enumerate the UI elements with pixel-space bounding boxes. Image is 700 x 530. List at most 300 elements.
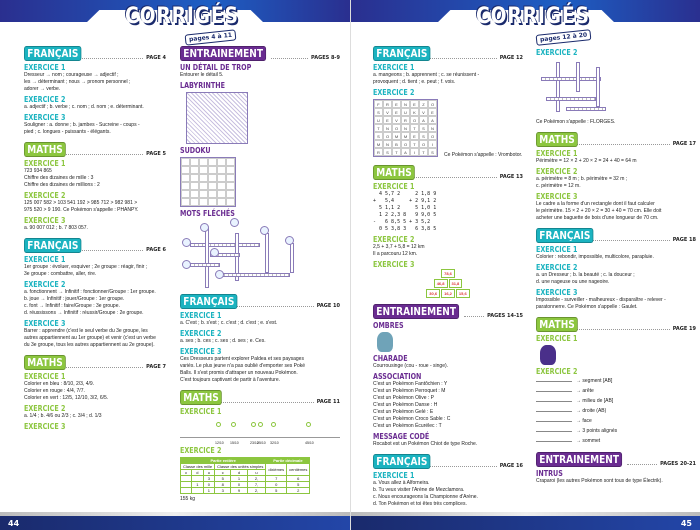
crossword-cells bbox=[596, 67, 600, 107]
tick-label: 45/10 bbox=[305, 441, 314, 445]
exercise-heading: EXERCICE 1 bbox=[536, 149, 578, 158]
wordsearch-cell: O bbox=[428, 100, 437, 108]
exercise-heading: LABYRINTHE bbox=[180, 81, 225, 90]
page-reference: PAGES 20-21 bbox=[660, 461, 696, 467]
answer-text: d. réussissons → Infinitif : réussir/Groupe : 2e groupe. bbox=[24, 310, 144, 316]
page-title: CORRIGÉS bbox=[125, 4, 239, 29]
table-header: c bbox=[181, 470, 192, 476]
wordsearch-cell: S bbox=[428, 148, 437, 156]
section-header bbox=[24, 46, 166, 61]
exercise-heading: UN DÉTAIL DE TROP bbox=[180, 63, 252, 72]
wordsearch-cell: Z bbox=[419, 100, 428, 108]
wordsearch-cell: K bbox=[410, 108, 419, 116]
geometry-item bbox=[536, 416, 696, 426]
wordsearch-cell: N bbox=[401, 100, 410, 108]
answer-text: C'est un Pokémon Danse : H bbox=[373, 402, 438, 408]
answer-text: Courrousinge (cou - roue - singe). bbox=[373, 363, 449, 369]
wordsearch-cell: N bbox=[383, 124, 392, 132]
section-header bbox=[536, 452, 696, 467]
leader-dots bbox=[236, 306, 313, 307]
table-header: u bbox=[203, 470, 215, 476]
section-francais bbox=[536, 48, 696, 126]
sudoku-cell bbox=[181, 174, 190, 182]
wordsearch-cell: R bbox=[401, 116, 410, 124]
sudoku-cell bbox=[226, 166, 235, 174]
answer-text: 1er groupe : évoluer, esquiver ; 2e groupe : réagir, finir ; bbox=[24, 264, 148, 270]
crossword-cells bbox=[205, 228, 209, 288]
tick-label: 12/10 bbox=[215, 441, 224, 445]
exercise-heading: EXERCICE 1 bbox=[180, 311, 222, 320]
wordsearch-cell: M bbox=[401, 132, 410, 140]
section-maths bbox=[180, 390, 340, 503]
crossword-figure bbox=[180, 218, 340, 288]
leader-dots bbox=[217, 402, 313, 403]
page-number: 45 bbox=[680, 519, 692, 528]
exercise-heading: OMBRES bbox=[373, 321, 404, 330]
answer-text: Barrer : apprendre (c'est le seul verbe du 3e groupe, les bbox=[24, 328, 148, 334]
answer-text: du 3e groupe, tous les autres appartiennent au 2e groupe). bbox=[24, 342, 155, 348]
pyramid-cell: 30,6 bbox=[426, 289, 440, 298]
page-reference: PAGE 5 bbox=[146, 151, 166, 157]
exercise-heading: EXERCICE 2 bbox=[180, 329, 222, 338]
wordsearch-cell: E bbox=[428, 108, 437, 116]
leader-dots bbox=[61, 367, 143, 368]
leader-dots bbox=[627, 464, 657, 465]
exercise-heading: EXERCICE 3 bbox=[24, 319, 66, 328]
answer-text: b. joue → Infinitif : jouer/Groupe : 1er groupe. bbox=[24, 296, 125, 302]
pokemon-icon bbox=[215, 270, 224, 279]
table-cell: 0 bbox=[203, 482, 215, 488]
section-francais bbox=[24, 46, 166, 136]
leader-dots bbox=[464, 316, 484, 317]
pyramid bbox=[373, 269, 523, 298]
section-header bbox=[536, 132, 696, 147]
calculation-line: - 6 8,5 5 + 3 5,2 bbox=[373, 219, 431, 225]
table-cell: 9 bbox=[231, 488, 247, 494]
table-cell: 0 bbox=[231, 482, 247, 488]
section-maths bbox=[536, 132, 696, 222]
wordsearch-cell: E bbox=[392, 108, 401, 116]
section-header bbox=[536, 317, 696, 332]
pokemon-icon bbox=[230, 218, 239, 227]
exercise-heading: EXERCICE 2 bbox=[24, 95, 66, 104]
answer-text: c. Nous encourageons la Championne d'Arène. bbox=[373, 494, 478, 500]
page-reference: PAGE 19 bbox=[672, 326, 696, 332]
answer-text: a. mangeons ; b. apprennent ; c. se réunissent - bbox=[373, 72, 480, 78]
table-cell bbox=[181, 488, 192, 494]
exercise-heading: EXERCICE 2 bbox=[24, 404, 66, 413]
exercise-heading: EXERCICE 1 bbox=[373, 471, 415, 480]
calculation-line: 5 1,1 2 5 1,0 1 bbox=[373, 205, 437, 211]
table-header: u bbox=[247, 470, 266, 476]
sudoku-cell bbox=[217, 174, 226, 182]
exercise-heading: MESSAGE CODÉ bbox=[373, 432, 430, 441]
section-tag: MATHS bbox=[536, 132, 578, 147]
wordsearch-cell: I bbox=[428, 140, 437, 148]
section-francais bbox=[536, 228, 696, 311]
answer-text: Impossible - surveiller - malheureux - disparaître - relever - bbox=[536, 297, 666, 303]
exercise-heading: EXERCICE 3 bbox=[536, 288, 578, 297]
sudoku-cell bbox=[217, 166, 226, 174]
answer-text: variés. Le plus jeune n'a pas oublié d'emporter ses Poké bbox=[180, 363, 306, 369]
leader-dots bbox=[61, 154, 143, 155]
table-cell bbox=[192, 488, 203, 494]
section-header bbox=[180, 294, 340, 309]
answer-text: Ce Pokémon s'appelle : Vrombotor. bbox=[444, 152, 523, 158]
exercise-heading: EXERCICE 3 bbox=[536, 192, 578, 201]
exercise-heading: SUDOKU bbox=[180, 146, 211, 155]
wordsearch-cell: O bbox=[428, 132, 437, 140]
answer-text: acheter une baguette de bois d'une longueur de 70 cm. bbox=[536, 215, 659, 221]
crossword-cells bbox=[190, 243, 260, 247]
wordsearch-row bbox=[373, 97, 523, 159]
point-marker bbox=[216, 422, 221, 427]
sudoku-cell bbox=[181, 190, 190, 198]
page-number: 44 bbox=[8, 519, 20, 528]
page-reference: PAGE 10 bbox=[316, 303, 340, 309]
section-header bbox=[373, 454, 523, 469]
section-entrainement bbox=[536, 452, 696, 485]
exercise-heading: INTRUS bbox=[536, 469, 563, 478]
section-entrainement bbox=[373, 304, 523, 448]
table-header: Partie décimale bbox=[266, 458, 310, 464]
section-header bbox=[24, 355, 166, 370]
sudoku-cell bbox=[208, 166, 217, 174]
answer-text: a. un Dresseur ; b. la beauté ; c. la douceur ; bbox=[536, 272, 635, 278]
answer-text: c. périmètre = 12 m. bbox=[536, 183, 581, 189]
answer-text: Colorier en bleu : 8/10, 2/3, 4/9. bbox=[24, 381, 95, 387]
sudoku-cell bbox=[208, 158, 217, 166]
pokemon-icon bbox=[182, 238, 191, 247]
answer-text: a. ses ; b. ces ; c. ses ; d. ses ; e. Ces. bbox=[180, 338, 266, 344]
section-maths bbox=[536, 317, 696, 446]
wordsearch-cell: S bbox=[374, 132, 383, 140]
geometry-label: → arête bbox=[576, 387, 594, 394]
answer-text: Ces Dresseurs partent explorer Paldea et ses paysages bbox=[180, 356, 304, 362]
exercise-heading: EXERCICE 1 bbox=[180, 407, 222, 416]
table-cell: 5 bbox=[266, 488, 287, 494]
calculation-line: + 5,4 + 2 9,1 2 bbox=[373, 198, 437, 204]
wordsearch-cell: T bbox=[419, 148, 428, 156]
left-column-2 bbox=[180, 46, 340, 509]
sudoku-cell bbox=[217, 190, 226, 198]
crossword-cells bbox=[541, 77, 601, 81]
table-header: dixièmes bbox=[266, 464, 287, 476]
page-reference: PAGE 6 bbox=[146, 247, 166, 253]
section-tag: FRANÇAIS bbox=[373, 454, 431, 469]
answer-text: c. font → Infinitif : faire/Groupe : 3e groupe. bbox=[24, 303, 120, 309]
answer-text: a. C'est ; b. s'est ; c. c'est ; d. c'est ; e. s'est. bbox=[180, 320, 278, 326]
answer-text: Périmètre = 12 × 2 + 20 × 2 = 24 + 40 = 64 m bbox=[536, 158, 637, 164]
section-tag: MATHS bbox=[180, 390, 222, 405]
exercise-heading: MOTS FLÉCHÉS bbox=[180, 209, 235, 218]
point-marker bbox=[231, 422, 236, 427]
sudoku-cell bbox=[199, 158, 208, 166]
answer-text: Colorier en rouge : 4/4, 7/7. bbox=[24, 388, 85, 394]
sudoku-cell bbox=[199, 198, 208, 206]
table-row bbox=[181, 488, 310, 494]
section-maths bbox=[24, 142, 166, 232]
section-tag: MATHS bbox=[373, 165, 415, 180]
exercise-heading: EXERCICE 1 bbox=[536, 334, 578, 343]
table-header: Classe des unités simples bbox=[215, 464, 266, 470]
crossword-cells bbox=[265, 233, 269, 273]
sudoku-cell bbox=[217, 158, 226, 166]
sudoku-cell bbox=[208, 198, 217, 206]
wordsearch-cell: S bbox=[383, 148, 392, 156]
section-tag: FRANÇAIS bbox=[536, 228, 594, 243]
answer-text: 155 kg bbox=[180, 496, 196, 502]
answer-text: Souligner : a. donne ; b. jambes - Sucreine - coups - bbox=[24, 122, 140, 128]
geometry-figure bbox=[536, 411, 572, 412]
answer-text: pied ; c. longues - puissants - élégants. bbox=[24, 129, 111, 135]
sudoku-cell bbox=[181, 158, 190, 166]
calculation-line: 0 5 3,8 3 6 3,8 5 bbox=[373, 226, 437, 232]
sudoku-cell bbox=[226, 190, 235, 198]
geometry-label: → 3 points alignés bbox=[576, 427, 618, 434]
answer-text: Le cadre a la forme d'un rectangle dont il faut calculer bbox=[536, 201, 655, 207]
table-cell: 5 bbox=[215, 476, 231, 482]
section-tag: ENTRAINEMENT bbox=[180, 46, 266, 61]
geometry-label: → segment [AB] bbox=[576, 377, 613, 384]
section-maths bbox=[373, 165, 523, 298]
wordsearch-cell: I bbox=[410, 148, 419, 156]
wordsearch-cell: S bbox=[419, 132, 428, 140]
answer-text: C'est un Pokémon Gelé : E bbox=[373, 409, 434, 415]
sudoku-cell bbox=[199, 182, 208, 190]
wordsearch-cell: O bbox=[383, 132, 392, 140]
answer-text: a. périmètre = 8 m ; b. périmètre = 32 m ; bbox=[536, 176, 628, 182]
pokemon-icon bbox=[200, 223, 209, 232]
crossword-figure bbox=[536, 57, 696, 119]
page-reference: PAGE 16 bbox=[499, 463, 523, 469]
wordsearch-cell: T bbox=[374, 124, 383, 132]
wordsearch-grid bbox=[373, 99, 438, 157]
geometry-label: → droite (AB) bbox=[576, 407, 607, 414]
exercise-heading: EXERCICE 2 bbox=[536, 48, 578, 57]
exercise-heading: EXERCICE 1 bbox=[24, 255, 66, 264]
wordsearch-cell: R bbox=[383, 100, 392, 108]
section-tag: FRANÇAIS bbox=[180, 294, 238, 309]
point-marker bbox=[258, 422, 263, 427]
section-tag: MATHS bbox=[24, 355, 66, 370]
exercise-heading: ASSOCIATION bbox=[373, 372, 422, 381]
answer-text: Chiffre des dizaines de mille : 3 bbox=[24, 175, 94, 181]
answer-text: d. Ton Pokémon et toi êtes très complices. bbox=[373, 501, 467, 507]
answer-text: b. Tu veux visiter l'Arène de Mezclamora. bbox=[373, 487, 465, 493]
sudoku-cell bbox=[208, 174, 217, 182]
answer-text: Ce Pokémon s'appelle : FLORGES. bbox=[536, 119, 616, 125]
wordsearch-cell: U bbox=[401, 108, 410, 116]
section-header bbox=[373, 304, 523, 319]
section-maths bbox=[24, 355, 166, 431]
exercise-heading: EXERCICE 2 bbox=[373, 88, 415, 97]
exercise-heading: EXERCICE 1 bbox=[24, 63, 66, 72]
geometry-figure bbox=[536, 381, 572, 382]
answer-text: autres appartiennent au 1er groupe) et venir (c'est un verbe bbox=[24, 335, 156, 341]
table-cell: 8 bbox=[215, 482, 231, 488]
exercise-heading: EXERCICE 2 bbox=[373, 235, 415, 244]
exercise-heading: EXERCICE 2 bbox=[536, 367, 578, 376]
sudoku-cell bbox=[226, 174, 235, 182]
page-reference: PAGE 13 bbox=[499, 174, 523, 180]
calculation-line: 4 5,7 2 2 1,8 9 bbox=[373, 191, 437, 197]
wordsearch-cell: O bbox=[401, 140, 410, 148]
answer-text: Dresseur → nom ; courageuse → adjectif ; bbox=[24, 72, 119, 78]
wordsearch-cell: V bbox=[383, 108, 392, 116]
exercise-heading: EXERCICE 3 bbox=[24, 422, 66, 431]
wordsearch-cell: N bbox=[428, 124, 437, 132]
geometry-figure bbox=[536, 431, 572, 432]
place-value-table bbox=[180, 457, 310, 494]
sudoku-cell bbox=[199, 166, 208, 174]
section-tag: FRANÇAIS bbox=[24, 46, 82, 61]
footer-bar bbox=[351, 516, 700, 530]
answer-text: Il a parcouru 12 km. bbox=[373, 251, 418, 257]
crossword-cells bbox=[566, 107, 606, 111]
leader-dots bbox=[410, 177, 496, 178]
geometry-item bbox=[536, 436, 696, 446]
left-column-1 bbox=[24, 46, 166, 437]
answer-text: Craparoi (les autres Pokémon sont tous de type Électrik). bbox=[536, 478, 663, 484]
geometry-item bbox=[536, 406, 696, 416]
table-header-row bbox=[181, 464, 310, 470]
sudoku-cell bbox=[181, 198, 190, 206]
wordsearch-cell: O bbox=[410, 116, 419, 124]
section-header bbox=[536, 228, 696, 243]
exercise-heading: EXERCICE 3 bbox=[180, 347, 222, 356]
wordsearch-cell: A bbox=[419, 116, 428, 124]
right-column-1 bbox=[373, 46, 523, 514]
section-francais bbox=[373, 454, 523, 508]
wordsearch-cell: E bbox=[410, 100, 419, 108]
sudoku-cell bbox=[190, 174, 199, 182]
section-header bbox=[180, 390, 340, 405]
pokemon-image bbox=[377, 332, 393, 352]
wordsearch-cell: N bbox=[383, 140, 392, 148]
wordsearch-cell: B bbox=[392, 140, 401, 148]
answer-text: C'est un Pokémon Olive : P bbox=[373, 395, 434, 401]
geometry-figure bbox=[536, 441, 572, 442]
section-entrainement bbox=[180, 46, 340, 288]
page-reference: PAGES 8-9 bbox=[311, 55, 340, 61]
table-header: d bbox=[192, 470, 203, 476]
table-cell: 5 bbox=[287, 482, 310, 488]
page-range-badge: pages 4 à 11 bbox=[185, 29, 237, 45]
answer-text: les → déterminant ; nous → pronom personnel ; bbox=[24, 79, 131, 85]
calculation-line: 1 2 2,3 8 9 9,0 5 bbox=[373, 212, 437, 218]
tick-label: 32/10 bbox=[270, 441, 279, 445]
sudoku-cell bbox=[208, 190, 217, 198]
right-column-2 bbox=[536, 46, 696, 491]
geometry-label: → face bbox=[576, 417, 592, 424]
section-francais bbox=[180, 294, 340, 384]
exercise-heading: EXERCICE 1 bbox=[373, 182, 415, 191]
wordsearch-cell: A bbox=[401, 148, 410, 156]
table-cell: 1 bbox=[192, 482, 203, 488]
footer-bar bbox=[0, 516, 350, 530]
answer-text: Entourer le détail 5. bbox=[180, 72, 224, 78]
answer-text: Balls. Il s'est promis d'attraper un nouveau Pokémon. bbox=[180, 370, 298, 376]
answer-text: 723 934 865 bbox=[24, 168, 52, 174]
exercise-heading: EXERCICE 1 bbox=[536, 245, 578, 254]
exercise-heading: EXERCICE 3 bbox=[373, 260, 415, 269]
answer-text: a. adjectif ; b. verbe ; c. nom ; d. nom ; e. déterminant. bbox=[24, 104, 144, 110]
sudoku-cell bbox=[217, 198, 226, 206]
pokemon-icon bbox=[182, 260, 191, 269]
table-header: Classe des mille bbox=[181, 464, 215, 470]
table-header: Partie entière bbox=[181, 458, 266, 464]
answer-text: le périmètre. 15 × 2 + 20 × 2 = 30 + 40 = 70 cm. Elle doit bbox=[536, 208, 662, 214]
wordsearch-cell: T bbox=[392, 148, 401, 156]
pokemon-icon bbox=[285, 236, 294, 245]
geometry-figure bbox=[536, 401, 572, 402]
section-header bbox=[373, 165, 523, 180]
wordsearch-cell: S bbox=[419, 124, 428, 132]
leader-dots bbox=[592, 240, 669, 241]
pokemon-icon bbox=[210, 248, 219, 257]
answer-text: a. Vous allez à Alforneira. bbox=[373, 480, 430, 486]
pyramid-cell: 31,8 bbox=[449, 279, 463, 288]
answer-text: C'est toujours captivant de partir à l'aventure. bbox=[180, 377, 281, 383]
pyramid-cell: 46,8 bbox=[434, 279, 448, 288]
tick-label: 23/10 bbox=[250, 441, 259, 445]
answer-text: a. 90 007 012 ; b. 7 803 057. bbox=[24, 225, 88, 231]
answer-text: adorer → verbe. bbox=[24, 86, 61, 92]
exercise-heading: EXERCICE 1 bbox=[24, 159, 66, 168]
table-header: c bbox=[215, 470, 231, 476]
answer-text: a. fonctionnent → Infinitif : fonctionner/Groupe : 1er groupe. bbox=[24, 289, 156, 295]
answer-text: 125 007 582 > 103 541 192 > 985 712 > 982 981 > bbox=[24, 200, 138, 206]
wordsearch-cell: V bbox=[419, 108, 428, 116]
sudoku-cell bbox=[190, 166, 199, 174]
section-tag: ENTRAINEMENT bbox=[536, 452, 622, 467]
exercise-heading: EXERCICE 3 bbox=[24, 216, 66, 225]
geometry-item bbox=[536, 386, 696, 396]
leader-dots bbox=[573, 329, 669, 330]
tick-label: 25/10 bbox=[257, 441, 266, 445]
right-page bbox=[350, 0, 700, 530]
pyramid-row bbox=[434, 279, 463, 288]
sudoku-cell bbox=[208, 182, 217, 190]
section-header bbox=[24, 142, 166, 157]
geometry-figure bbox=[536, 421, 572, 422]
wordsearch-cell: F bbox=[374, 100, 383, 108]
wordsearch-cell: M bbox=[392, 132, 401, 140]
wordsearch-cell: U bbox=[374, 116, 383, 124]
exercise-heading: EXERCICE 1 bbox=[373, 63, 415, 72]
sudoku-cell bbox=[181, 166, 190, 174]
point-marker bbox=[271, 422, 276, 427]
exercise-heading: CHARADE bbox=[373, 354, 408, 363]
section-header bbox=[24, 238, 166, 253]
wordsearch-cell: V bbox=[392, 116, 401, 124]
page-reference: PAGE 4 bbox=[146, 55, 166, 61]
sudoku-cell bbox=[199, 174, 208, 182]
leader-dots bbox=[573, 144, 669, 145]
answer-text: C'est un Pokémon Fantôchien : Y bbox=[373, 381, 448, 387]
answer-text: Colorier : rebondir, impossible, multicolore, parapluie. bbox=[536, 254, 654, 260]
geometry-label: → sommet bbox=[576, 437, 601, 444]
pokemon-icon bbox=[260, 226, 269, 235]
wordsearch-cell: M bbox=[374, 140, 383, 148]
sudoku-cell bbox=[199, 190, 208, 198]
pyramid-row bbox=[441, 269, 455, 278]
geometry-item bbox=[536, 426, 696, 436]
wordsearch-cell: A bbox=[428, 116, 437, 124]
wordsearch-cell: O bbox=[419, 140, 428, 148]
wordsearch-cell: T bbox=[410, 140, 419, 148]
